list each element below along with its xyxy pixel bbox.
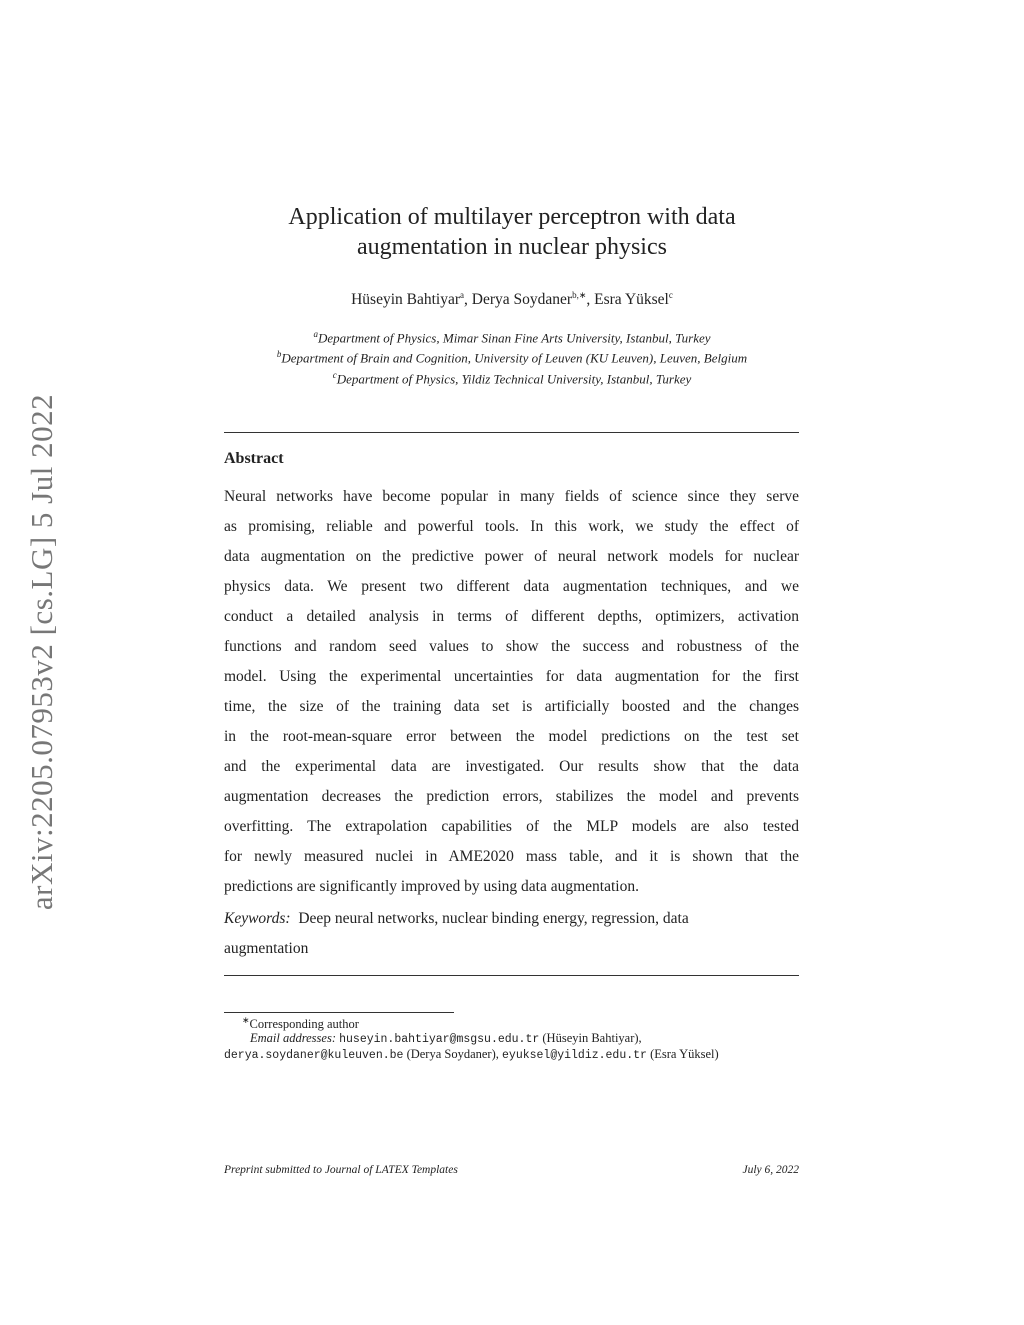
abstract-line: overfitting. The extrapolation capabilities of the MLP models are also tested xyxy=(224,818,799,835)
author: Esra Yüksel$^c$ xyxy=(594,290,673,309)
abstract-line: and the experimental data are investigated. Our results show that the data xyxy=(224,758,799,775)
bottom-rule xyxy=(224,975,799,976)
keywords-cont: augmentation xyxy=(224,940,309,957)
footer-date: July 6, 2022 xyxy=(742,1164,799,1176)
footnote-rule xyxy=(224,1012,454,1013)
abstract-line: in the root-mean-square error between the model predictions on the test set xyxy=(224,728,799,745)
keywords: Keywords: Deep neural networks, nuclear binding energy, regression, data xyxy=(224,910,689,927)
abstract-line: functions and random seed values to show the success and robustness of the xyxy=(224,638,799,655)
abstract-heading: Abstract xyxy=(224,450,284,467)
authors: Hüseyin Bahtiyar$^a$, Derya Soydaner$^{b,∗}$, Esra Yüksel$^c$ xyxy=(351,290,673,309)
abstract-line: predictions are significantly improved by using data augmentation. xyxy=(224,878,639,895)
abstract-line: data augmentation on the predictive power of neural network models for nuclear xyxy=(224,548,799,565)
title-line-2: augmentation in nuclear physics xyxy=(357,234,667,260)
affiliation: $^a$Department of Physics, Mimar Sinan Fine Arts University, Istanbul, Turkey xyxy=(313,329,711,346)
corresponding-note: ∗Corresponding author xyxy=(242,1015,359,1032)
affiliation: $^b$Department of Brain and Cognition, University of Leuven (KU Leuven), Leuven, Belgium xyxy=(276,349,748,366)
abstract-line: as promising, reliable and powerful tools. In this work, we study the effect of xyxy=(224,518,799,535)
email-line-1: Email addresses: huseyin.bahtiyar@msgsu.edu.tr (Hüseyin Bahtiyar), xyxy=(250,1031,642,1046)
email-link[interactable]: derya.soydaner@kuleuven.be xyxy=(224,1049,404,1062)
abstract-line: physics data. We present two different data augmentation techniques, and we xyxy=(224,578,799,595)
top-rule xyxy=(224,432,799,433)
abstract-line: for newly measured nuclei in AME2020 mass table, and it is shown that the xyxy=(224,848,799,865)
email-link[interactable]: eyuksel@yildiz.edu.tr xyxy=(502,1049,647,1062)
author: Hüseyin Bahtiyar$^a$ xyxy=(351,290,465,309)
email-link[interactable]: huseyin.bahtiyar@msgsu.edu.tr xyxy=(339,1033,540,1046)
abstract-line: time, the size of the training data set is artificially boosted and the changes xyxy=(224,698,799,715)
footer-left: Preprint submitted to Journal of LATEX Templates xyxy=(224,1164,458,1176)
abstract-line: model. Using the experimental uncertainties for data augmentation for the first xyxy=(224,668,799,685)
abstract-line: conduct a detailed analysis in terms of different depths, optimizers, activation xyxy=(224,608,799,625)
arxiv-stamp: arXiv:2205.07953v2 [cs.LG] 5 Jul 2022 xyxy=(24,393,59,911)
email-line-2: derya.soydaner@kuleuven.be (Derya Soydaner), eyuksel@yildiz.edu.tr (Esra Yüksel) xyxy=(224,1047,719,1062)
title-line-1: Application of multilayer perceptron with data xyxy=(288,204,736,230)
abstract-line: Neural networks have become popular in many fields of science since they serve xyxy=(224,488,799,505)
affiliations xyxy=(0,326,1024,387)
abstract-line: augmentation decreases the prediction errors, stabilizes the model and prevents xyxy=(224,788,799,805)
affiliation: $^c$Department of Physics, Yildiz Technical University, Istanbul, Turkey xyxy=(332,369,692,386)
author: Derya Soydaner$^{b,∗}$ xyxy=(471,290,587,309)
